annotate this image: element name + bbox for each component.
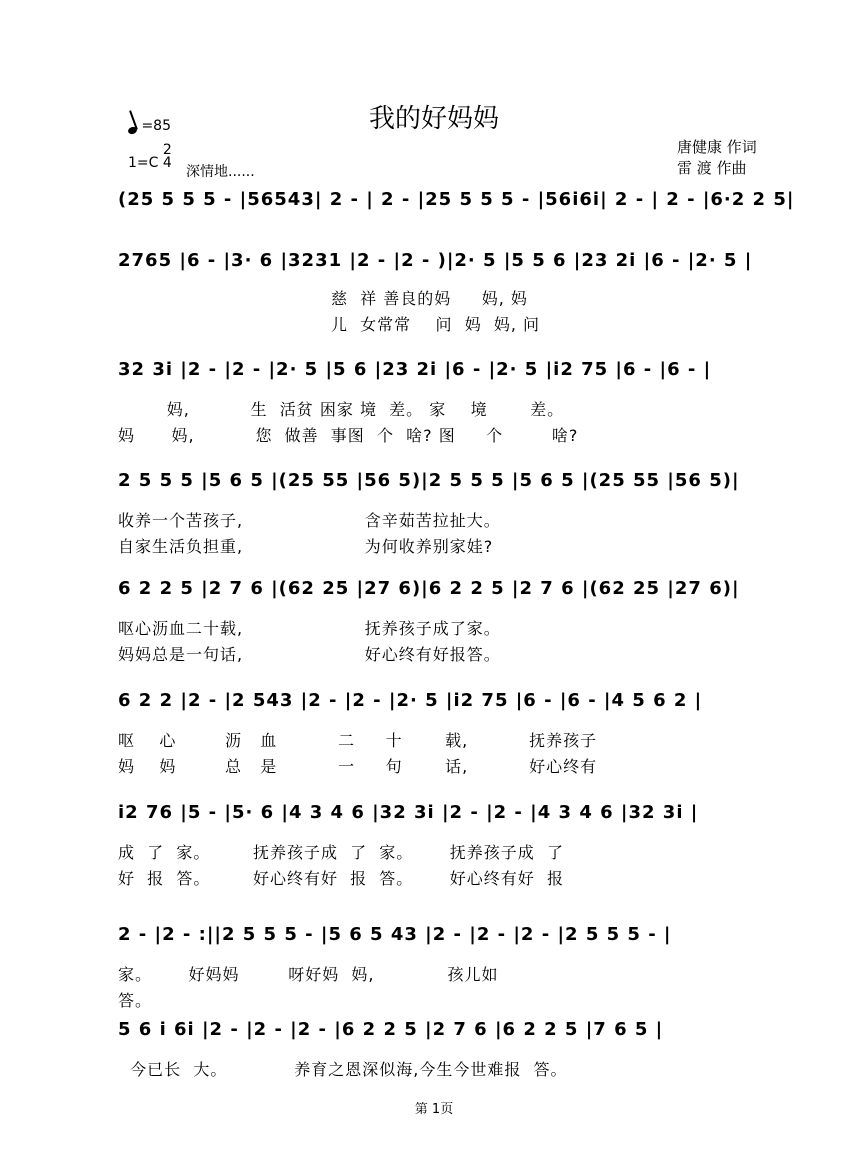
tempo-marking: [128, 118, 171, 134]
lyric-verse-2: 妈妈总是一句话, 好心终有好报答。: [118, 645, 501, 664]
lyricist: 唐健康 作词: [677, 138, 757, 156]
expression-marking: 深情地......: [186, 164, 255, 180]
lyric-verse-1: 今已长 大。 养育之恩深似海,今生今世难报 答。: [118, 1060, 568, 1079]
credits: [677, 137, 757, 179]
notation-line: 6 2 2 5 |2 7 6 |(62 25 |27 6)|6 2 2 5 |2 7 6 |(62 25 |27 6)|: [118, 578, 740, 599]
notation-line: 6 2 2 |2 - |2 543 |2 - |2 - |2· 5 |i2 75 |6 - |6 - |4 5 6 2 |: [118, 690, 703, 711]
notation-line: 2 5 5 5 |5 6 5 |(25 55 |56 5)|2 5 5 5 |5 6 5 |(25 55 |56 5)|: [118, 470, 740, 491]
key-signature: [128, 142, 172, 176]
lyric-verse-2: 答。: [118, 991, 153, 1010]
lyric-verse-2: 好 报 答。 好心终有好 报 答。 好心终有好 报: [118, 869, 564, 888]
lyric-verse-1: 收养一个苦孩子, 含辛茹苦拉扯大。: [118, 511, 501, 530]
quarter-note-icon: [127, 126, 138, 136]
lyric-verse-2: 自家生活负担重, 为何收养别家娃?: [118, 537, 494, 556]
tempo-value: =85: [141, 118, 171, 134]
notation-line: 2 - |2 - :||2 5 5 5 - |5 6 5 43 |2 - |2 - |2 - |2 5 5 5 - |: [118, 924, 672, 945]
lyric-verse-1: 妈, 生 活贫 困家 境 差。 家 境 差。: [118, 400, 565, 419]
key-label: 1=C: [128, 155, 159, 171]
lyric-verse-2: 妈 妈, 您 做善 事图 个 啥? 图 个 啥?: [118, 426, 579, 445]
lyric-verse-1: 慈 祥 善良的妈 妈, 妈: [118, 289, 528, 308]
notation-line: (25 5 5 5 - |56543| 2 - | 2 - |25 5 5 5 - |56i6i| 2 - | 2 - |6·2 2 5|: [118, 189, 795, 210]
notation-line: 5 6 i 6i |2 - |2 - |2 - |6 2 2 5 |2 7 6 |6 2 2 5 |7 6 5 |: [118, 1019, 664, 1040]
notation-line: 32 3i |2 - |2 - |2· 5 |5 6 |23 2i |6 - |2· 5 |i2 75 |6 - |6 - |: [118, 359, 712, 380]
time-bottom: 4: [162, 155, 172, 171]
lyric-verse-1: 呕心沥血二十载, 抚养孩子成了家。: [118, 619, 501, 638]
time-signature: [163, 144, 172, 170]
lyric-verse-1: 成 了 家。 抚养孩子成 了 家。 抚养孩子成 了: [118, 843, 564, 862]
composer: 雷 渡 作曲: [677, 159, 747, 177]
notation-line: 2765 |6 - |3· 6 |3231 |2 - |2 - )|2· 5 |5 5 6 |23 2i |6 - |2· 5 |: [118, 250, 753, 271]
lyric-verse-1: 家。 好妈妈 呀好妈 妈, 孩儿如: [118, 965, 499, 984]
lyric-verse-1: 呕 心 沥 血 二 十 载, 抚养孩子: [118, 731, 598, 750]
notation-line: i2 76 |5 - |5· 6 |4 3 4 6 |32 3i |2 - |2 - |4 3 4 6 |32 3i |: [118, 802, 699, 823]
page-number: 第 1页: [414, 1102, 454, 1117]
time-top: 2: [162, 142, 172, 158]
song-title: 我的好妈妈: [368, 104, 499, 134]
lyric-verse-2: 儿 女常常 问 妈 妈, 问: [118, 315, 541, 334]
lyric-verse-2: 妈 妈 总 是 一 句 话, 好心终有: [118, 757, 598, 776]
